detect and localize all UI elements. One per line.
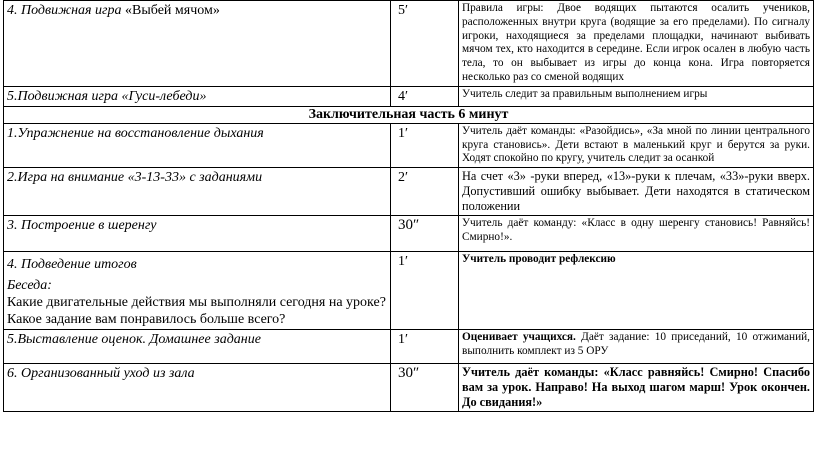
time-cell: 5′ [391,1,459,87]
note-cell: Правила игры: Двое водящих пытаются осалить учеников, расположенных внутри круга (водящие за его пределами). По сигналу игроки, находящиеся за пределами площадки, начинают выбивать мячом тех, кто находится в середине. Если игрок осален в любую часть тела, то он выбывает из игры до конца кона. Игра повторяется несколько раз со сменой водящих [459,1,814,87]
table-row [4,123,814,167]
note-cell: Учитель проводит рефлексию [459,252,814,330]
activity-cell: 5.Подвижная игра «Гуси-лебеди» [4,86,391,106]
table-row [4,216,814,252]
note-cell: Учитель даёт команды: «Класс равняйсь! Смирно! Спасибо вам за урок. Направо! На выход шагом марш! Урок окончен. До свидания!» [459,364,814,412]
note-cell: На счет «3» -руки вперед, «13»-руки к плечам, «33»-руки вверх. Допустивший ошибку выбывает. Дети находятся в статическом положении [459,168,814,216]
activity-game-name: «Выбей мячом» [125,3,220,18]
time-cell: 1′ [391,252,459,330]
activity-text: 4. Подвижная игра [7,3,126,18]
question-2: Какое задание вам понравилось больше всего? [7,312,286,328]
note-bold-text: Оценивает учащихся. [462,331,576,344]
time-cell: 1′ [391,330,459,364]
note-text: Даёт задание: 10 приседаний, 10 отжиманий, выполнить комплект из 5 ОРУ [462,331,810,357]
activity-cell: 1.Упражнение на восстановление дыхания [4,123,391,167]
table-row [4,1,814,87]
empty-row [4,412,814,450]
table-row [4,330,814,364]
note-cell: Учитель следит за правильным выполнением игры [459,86,814,106]
conversation-label: Беседа: [7,278,52,294]
table-row [4,252,814,330]
section-heading: Заключительная часть 6 минут [4,106,814,123]
section-heading-row [4,106,814,123]
table-row [4,168,814,216]
activity-cell: 2.Игра на внимание «3-13-33» с заданиями [4,168,391,216]
empty-cell [459,412,814,450]
time-cell: 30″ [391,216,459,252]
table-row [4,364,814,412]
time-cell: 30″ [391,364,459,412]
activity-cell: 5.Выставление оценок. Домашнее задание [4,330,391,364]
activity-cell: 3. Построение в шеренгу [4,216,391,252]
note-cell: Учитель даёт команду: «Класс в одну шеренгу становись! Равняйсь! Смирно!». [459,216,814,252]
activity-cell [4,252,391,330]
question-1: Какие двигательные действия мы выполняли сегодня на уроке? [7,295,386,311]
time-cell: 1′ [391,123,459,167]
activity-cell [4,1,391,87]
activity-cell: 6. Организованный уход из зала [4,364,391,412]
time-cell: 4′ [391,86,459,106]
lesson-plan-table [3,0,814,450]
note-cell: Учитель даёт команды: «Разойдись», «За мной по линии центрального круга становись». Дети встают в маленький круг и берутся за руки. Ходят спокойно по кругу, учитель следит за осанкой [459,123,814,167]
activity-text: 4. Подведение итогов [7,257,137,273]
time-cell: 2′ [391,168,459,216]
empty-cell [391,412,459,450]
note-cell [459,330,814,364]
table-row [4,86,814,106]
empty-cell [4,412,391,450]
